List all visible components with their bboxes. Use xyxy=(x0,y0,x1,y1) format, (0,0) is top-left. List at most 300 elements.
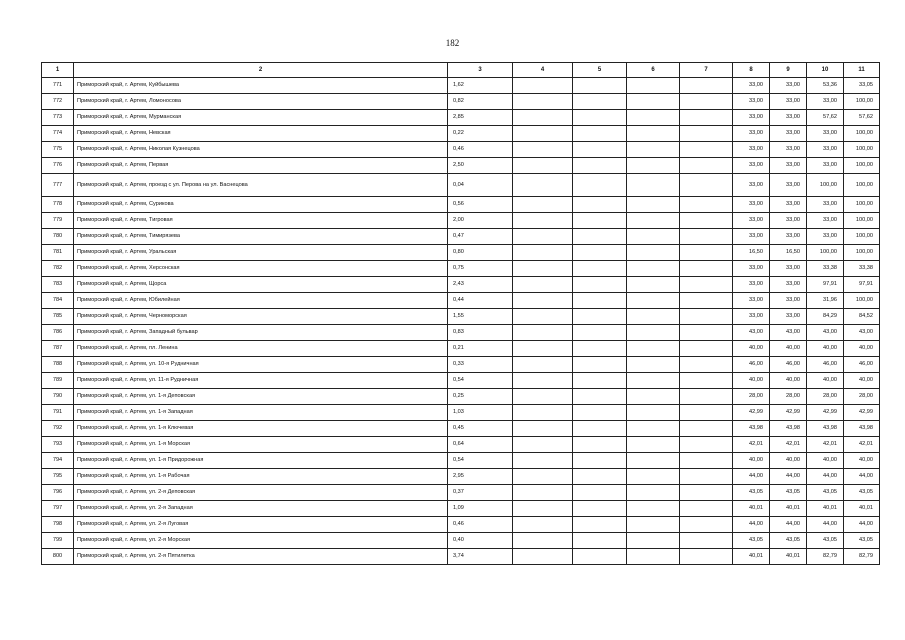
table-row xyxy=(42,421,880,437)
address-cell: Приморский край, г. Артем, ул. 1-я Деповская xyxy=(74,389,448,405)
empty-cell xyxy=(573,293,627,309)
empty-cell xyxy=(627,293,680,309)
empty-cell xyxy=(573,485,627,501)
value-cell-10: 33,00 xyxy=(807,158,844,174)
table-row xyxy=(42,389,880,405)
empty-cell xyxy=(680,533,733,549)
row-number-cell: 776 xyxy=(42,158,74,174)
value-cell-8: 40,00 xyxy=(733,453,770,469)
value-cell-11: 97,91 xyxy=(844,277,880,293)
empty-cell xyxy=(680,389,733,405)
address-cell: Приморский край, г. Артем, Юбилейная xyxy=(74,293,448,309)
value-cell-8: 43,00 xyxy=(733,325,770,341)
empty-cell xyxy=(513,549,573,565)
empty-cell xyxy=(680,158,733,174)
table-row xyxy=(42,158,880,174)
length-cell: 2,00 xyxy=(448,213,513,229)
value-cell-8: 33,00 xyxy=(733,213,770,229)
empty-cell xyxy=(513,245,573,261)
value-cell-9: 33,00 xyxy=(770,309,807,325)
value-cell-10: 100,00 xyxy=(807,174,844,197)
length-cell: 1,09 xyxy=(448,501,513,517)
value-cell-10: 33,00 xyxy=(807,94,844,110)
empty-cell xyxy=(680,517,733,533)
table-row xyxy=(42,142,880,158)
address-cell: Приморский край, г. Артем, Куйбышева xyxy=(74,78,448,94)
empty-cell xyxy=(627,158,680,174)
table-row xyxy=(42,501,880,517)
address-cell: Приморский край, г. Артем, Тигровая xyxy=(74,213,448,229)
value-cell-8: 28,00 xyxy=(733,389,770,405)
table-row xyxy=(42,469,880,485)
address-cell: Приморский край, г. Артем, Невская xyxy=(74,126,448,142)
value-cell-9: 33,00 xyxy=(770,293,807,309)
empty-cell xyxy=(680,94,733,110)
value-cell-9: 33,00 xyxy=(770,94,807,110)
empty-cell xyxy=(573,197,627,213)
empty-cell xyxy=(573,437,627,453)
address-cell: Приморский край, г. Артем, Западный бульвар xyxy=(74,325,448,341)
empty-cell xyxy=(513,533,573,549)
value-cell-11: 40,00 xyxy=(844,453,880,469)
length-cell: 3,74 xyxy=(448,549,513,565)
table-row xyxy=(42,341,880,357)
empty-cell xyxy=(627,229,680,245)
length-cell: 0,25 xyxy=(448,389,513,405)
value-cell-11: 43,98 xyxy=(844,421,880,437)
address-cell: Приморский край, г. Артем, Уральская xyxy=(74,245,448,261)
empty-cell xyxy=(627,174,680,197)
value-cell-8: 33,00 xyxy=(733,197,770,213)
length-cell: 0,46 xyxy=(448,142,513,158)
value-cell-9: 40,00 xyxy=(770,373,807,389)
empty-cell xyxy=(513,213,573,229)
empty-cell xyxy=(513,453,573,469)
empty-cell xyxy=(573,373,627,389)
value-cell-8: 33,00 xyxy=(733,142,770,158)
address-cell: Приморский край, г. Артем, ул. 2-я Морская xyxy=(74,533,448,549)
table-row xyxy=(42,94,880,110)
value-cell-8: 42,01 xyxy=(733,437,770,453)
value-cell-10: 100,00 xyxy=(807,245,844,261)
value-cell-9: 44,00 xyxy=(770,469,807,485)
value-cell-10: 44,00 xyxy=(807,517,844,533)
value-cell-9: 42,01 xyxy=(770,437,807,453)
empty-cell xyxy=(573,229,627,245)
table-row xyxy=(42,174,880,197)
empty-cell xyxy=(627,261,680,277)
row-number-cell: 794 xyxy=(42,453,74,469)
empty-cell xyxy=(513,469,573,485)
address-cell: Приморский край, г. Артем, ул. 2-я Пятилетка xyxy=(74,549,448,565)
value-cell-9: 33,00 xyxy=(770,142,807,158)
length-cell: 0,44 xyxy=(448,293,513,309)
empty-cell xyxy=(680,245,733,261)
empty-cell xyxy=(680,197,733,213)
row-number-cell: 775 xyxy=(42,142,74,158)
table-row xyxy=(42,373,880,389)
value-cell-10: 40,00 xyxy=(807,453,844,469)
value-cell-11: 100,00 xyxy=(844,94,880,110)
row-number-cell: 773 xyxy=(42,110,74,126)
length-cell: 0,75 xyxy=(448,261,513,277)
column-header: 9 xyxy=(770,63,807,78)
length-cell: 2,95 xyxy=(448,469,513,485)
empty-cell xyxy=(680,485,733,501)
empty-cell xyxy=(573,142,627,158)
value-cell-10: 97,91 xyxy=(807,277,844,293)
header-row xyxy=(42,63,880,78)
table-row xyxy=(42,261,880,277)
value-cell-10: 31,96 xyxy=(807,293,844,309)
empty-cell xyxy=(513,261,573,277)
table-row xyxy=(42,485,880,501)
value-cell-9: 40,01 xyxy=(770,549,807,565)
empty-cell xyxy=(627,213,680,229)
empty-cell xyxy=(680,78,733,94)
value-cell-11: 100,00 xyxy=(844,229,880,245)
row-number-cell: 774 xyxy=(42,126,74,142)
column-header: 2 xyxy=(74,63,448,78)
empty-cell xyxy=(513,142,573,158)
empty-cell xyxy=(680,174,733,197)
row-number-cell: 783 xyxy=(42,277,74,293)
empty-cell xyxy=(573,158,627,174)
column-header: 7 xyxy=(680,63,733,78)
empty-cell xyxy=(627,405,680,421)
empty-cell xyxy=(680,293,733,309)
empty-cell xyxy=(513,229,573,245)
value-cell-10: 84,29 xyxy=(807,309,844,325)
row-number-cell: 772 xyxy=(42,94,74,110)
empty-cell xyxy=(513,405,573,421)
row-number-cell: 797 xyxy=(42,501,74,517)
empty-cell xyxy=(513,357,573,373)
row-number-cell: 793 xyxy=(42,437,74,453)
empty-cell xyxy=(573,94,627,110)
table-row xyxy=(42,229,880,245)
empty-cell xyxy=(680,501,733,517)
value-cell-9: 43,05 xyxy=(770,485,807,501)
empty-cell xyxy=(627,469,680,485)
empty-cell xyxy=(627,501,680,517)
value-cell-11: 57,62 xyxy=(844,110,880,126)
value-cell-8: 33,00 xyxy=(733,309,770,325)
empty-cell xyxy=(680,229,733,245)
table-row xyxy=(42,126,880,142)
empty-cell xyxy=(573,245,627,261)
value-cell-9: 43,00 xyxy=(770,325,807,341)
value-cell-10: 57,62 xyxy=(807,110,844,126)
value-cell-11: 42,99 xyxy=(844,405,880,421)
value-cell-9: 46,00 xyxy=(770,357,807,373)
value-cell-10: 33,00 xyxy=(807,229,844,245)
address-cell: Приморский край, г. Артем, Черноморская xyxy=(74,309,448,325)
length-cell: 0,04 xyxy=(448,174,513,197)
row-number-cell: 779 xyxy=(42,213,74,229)
table-row xyxy=(42,357,880,373)
value-cell-8: 33,00 xyxy=(733,229,770,245)
value-cell-11: 100,00 xyxy=(844,245,880,261)
value-cell-9: 43,98 xyxy=(770,421,807,437)
row-number-cell: 790 xyxy=(42,389,74,405)
empty-cell xyxy=(573,174,627,197)
value-cell-11: 100,00 xyxy=(844,293,880,309)
empty-cell xyxy=(627,437,680,453)
value-cell-11: 33,05 xyxy=(844,78,880,94)
value-cell-8: 42,99 xyxy=(733,405,770,421)
empty-cell xyxy=(627,357,680,373)
value-cell-10: 33,00 xyxy=(807,126,844,142)
address-cell: Приморский край, г. Артем, проезд с ул. Перова на ул. Васнецова xyxy=(74,174,448,197)
value-cell-9: 44,00 xyxy=(770,517,807,533)
value-cell-11: 33,38 xyxy=(844,261,880,277)
empty-cell xyxy=(680,357,733,373)
empty-cell xyxy=(513,126,573,142)
value-cell-11: 44,00 xyxy=(844,517,880,533)
empty-cell xyxy=(573,357,627,373)
table-row xyxy=(42,437,880,453)
row-number-cell: 771 xyxy=(42,78,74,94)
value-cell-8: 46,00 xyxy=(733,357,770,373)
value-cell-10: 46,00 xyxy=(807,357,844,373)
row-number-cell: 792 xyxy=(42,421,74,437)
value-cell-8: 33,00 xyxy=(733,277,770,293)
value-cell-11: 43,05 xyxy=(844,533,880,549)
table-row xyxy=(42,213,880,229)
address-cell: Приморский край, г. Артем, ул. 1-я Западная xyxy=(74,405,448,421)
address-cell: Приморский край, г. Артем, ул. 1-я Придорожная xyxy=(74,453,448,469)
empty-cell xyxy=(573,549,627,565)
value-cell-9: 33,00 xyxy=(770,174,807,197)
length-cell: 1,03 xyxy=(448,405,513,421)
value-cell-8: 33,00 xyxy=(733,174,770,197)
table-row xyxy=(42,549,880,565)
column-header: 5 xyxy=(573,63,627,78)
empty-cell xyxy=(573,309,627,325)
empty-cell xyxy=(627,373,680,389)
empty-cell xyxy=(627,421,680,437)
empty-cell xyxy=(573,501,627,517)
value-cell-10: 43,98 xyxy=(807,421,844,437)
empty-cell xyxy=(513,158,573,174)
empty-cell xyxy=(680,405,733,421)
value-cell-11: 46,00 xyxy=(844,357,880,373)
row-number-cell: 777 xyxy=(42,174,74,197)
value-cell-9: 42,99 xyxy=(770,405,807,421)
address-cell: Приморский край, г. Артем, ул. 2-я Луговая xyxy=(74,517,448,533)
value-cell-8: 40,01 xyxy=(733,549,770,565)
table-row xyxy=(42,517,880,533)
row-number-cell: 800 xyxy=(42,549,74,565)
empty-cell xyxy=(513,78,573,94)
empty-cell xyxy=(680,261,733,277)
length-cell: 0,64 xyxy=(448,437,513,453)
empty-cell xyxy=(573,405,627,421)
empty-cell xyxy=(513,293,573,309)
row-number-cell: 796 xyxy=(42,485,74,501)
value-cell-11: 100,00 xyxy=(844,197,880,213)
value-cell-9: 28,00 xyxy=(770,389,807,405)
empty-cell xyxy=(627,142,680,158)
value-cell-10: 43,05 xyxy=(807,533,844,549)
address-cell: Приморский край, г. Артем, ул. 11-я Рудничная xyxy=(74,373,448,389)
address-cell: Приморский край, г. Артем, Первая xyxy=(74,158,448,174)
value-cell-8: 33,00 xyxy=(733,78,770,94)
empty-cell xyxy=(513,373,573,389)
empty-cell xyxy=(680,421,733,437)
length-cell: 0,22 xyxy=(448,126,513,142)
empty-cell xyxy=(513,341,573,357)
row-number-cell: 778 xyxy=(42,197,74,213)
empty-cell xyxy=(573,78,627,94)
value-cell-10: 40,00 xyxy=(807,373,844,389)
value-cell-9: 33,00 xyxy=(770,229,807,245)
empty-cell xyxy=(627,485,680,501)
address-cell: Приморский край, г. Артем, Щорса xyxy=(74,277,448,293)
address-cell: Приморский край, г. Артем, ул. 1-я Ключевая xyxy=(74,421,448,437)
empty-cell xyxy=(513,517,573,533)
value-cell-10: 33,00 xyxy=(807,213,844,229)
empty-cell xyxy=(513,174,573,197)
value-cell-9: 40,00 xyxy=(770,453,807,469)
empty-cell xyxy=(627,517,680,533)
value-cell-8: 40,00 xyxy=(733,373,770,389)
empty-cell xyxy=(680,453,733,469)
row-number-cell: 791 xyxy=(42,405,74,421)
empty-cell xyxy=(513,94,573,110)
value-cell-10: 53,36 xyxy=(807,78,844,94)
length-cell: 0,37 xyxy=(448,485,513,501)
empty-cell xyxy=(513,277,573,293)
row-number-cell: 795 xyxy=(42,469,74,485)
row-number-cell: 788 xyxy=(42,357,74,373)
value-cell-10: 40,01 xyxy=(807,501,844,517)
empty-cell xyxy=(680,110,733,126)
empty-cell xyxy=(627,341,680,357)
value-cell-9: 33,00 xyxy=(770,78,807,94)
empty-cell xyxy=(680,373,733,389)
empty-cell xyxy=(573,453,627,469)
address-cell: Приморский край, г. Артем, Сурикова xyxy=(74,197,448,213)
table-row xyxy=(42,453,880,469)
address-cell: Приморский край, г. Артем, Мурманская xyxy=(74,110,448,126)
value-cell-11: 100,00 xyxy=(844,213,880,229)
empty-cell xyxy=(680,469,733,485)
empty-cell xyxy=(573,533,627,549)
length-cell: 0,40 xyxy=(448,533,513,549)
value-cell-9: 33,00 xyxy=(770,110,807,126)
length-cell: 2,43 xyxy=(448,277,513,293)
value-cell-11: 82,79 xyxy=(844,549,880,565)
length-cell: 0,54 xyxy=(448,373,513,389)
value-cell-10: 82,79 xyxy=(807,549,844,565)
value-cell-8: 44,00 xyxy=(733,517,770,533)
value-cell-9: 33,00 xyxy=(770,158,807,174)
value-cell-11: 43,05 xyxy=(844,485,880,501)
table-body xyxy=(42,78,880,565)
value-cell-10: 43,05 xyxy=(807,485,844,501)
value-cell-8: 33,00 xyxy=(733,110,770,126)
value-cell-11: 100,00 xyxy=(844,126,880,142)
value-cell-9: 33,00 xyxy=(770,261,807,277)
empty-cell xyxy=(680,309,733,325)
empty-cell xyxy=(627,277,680,293)
value-cell-9: 33,00 xyxy=(770,213,807,229)
empty-cell xyxy=(627,197,680,213)
length-cell: 0,54 xyxy=(448,453,513,469)
length-cell: 1,55 xyxy=(448,309,513,325)
table-row xyxy=(42,197,880,213)
page-number: 182 xyxy=(445,38,460,48)
address-cell: Приморский край, г. Артем, ул. 2-я Деповская xyxy=(74,485,448,501)
address-cell: Приморский край, г. Артем, Тимирязева xyxy=(74,229,448,245)
table-row xyxy=(42,309,880,325)
empty-cell xyxy=(513,437,573,453)
empty-cell xyxy=(573,389,627,405)
empty-cell xyxy=(627,309,680,325)
address-cell: Приморский край, г. Артем, Ломоносова xyxy=(74,94,448,110)
value-cell-11: 100,00 xyxy=(844,174,880,197)
value-cell-8: 40,01 xyxy=(733,501,770,517)
data-table xyxy=(41,62,880,565)
empty-cell xyxy=(680,213,733,229)
empty-cell xyxy=(627,126,680,142)
value-cell-8: 33,00 xyxy=(733,158,770,174)
empty-cell xyxy=(573,517,627,533)
address-cell: Приморский край, г. Артем, пл. Ленина xyxy=(74,341,448,357)
empty-cell xyxy=(573,421,627,437)
address-cell: Приморский край, г. Артем, ул. 1-я Рабочая xyxy=(74,469,448,485)
empty-cell xyxy=(513,485,573,501)
value-cell-10: 33,38 xyxy=(807,261,844,277)
length-cell: 0,83 xyxy=(448,325,513,341)
address-cell: Приморский край, г. Артем, Николая Кузнецова xyxy=(74,142,448,158)
row-number-cell: 786 xyxy=(42,325,74,341)
column-header: 8 xyxy=(733,63,770,78)
value-cell-8: 43,05 xyxy=(733,533,770,549)
empty-cell xyxy=(627,94,680,110)
table-row xyxy=(42,405,880,421)
empty-cell xyxy=(680,437,733,453)
empty-cell xyxy=(627,110,680,126)
empty-cell xyxy=(627,325,680,341)
column-header: 1 xyxy=(42,63,74,78)
row-number-cell: 784 xyxy=(42,293,74,309)
value-cell-11: 42,01 xyxy=(844,437,880,453)
empty-cell xyxy=(627,453,680,469)
empty-cell xyxy=(627,245,680,261)
value-cell-9: 33,00 xyxy=(770,197,807,213)
empty-cell xyxy=(573,341,627,357)
address-cell: Приморский край, г. Артем, ул. 2-я Западная xyxy=(74,501,448,517)
empty-cell xyxy=(513,197,573,213)
value-cell-11: 43,00 xyxy=(844,325,880,341)
value-cell-8: 16,50 xyxy=(733,245,770,261)
empty-cell xyxy=(627,78,680,94)
column-header: 6 xyxy=(627,63,680,78)
empty-cell xyxy=(513,309,573,325)
column-header: 4 xyxy=(513,63,573,78)
value-cell-11: 84,52 xyxy=(844,309,880,325)
table-row xyxy=(42,245,880,261)
length-cell: 0,46 xyxy=(448,517,513,533)
empty-cell xyxy=(680,325,733,341)
address-cell: Приморский край, г. Артем, Херсонская xyxy=(74,261,448,277)
length-cell: 2,85 xyxy=(448,110,513,126)
value-cell-8: 40,00 xyxy=(733,341,770,357)
value-cell-11: 40,00 xyxy=(844,341,880,357)
